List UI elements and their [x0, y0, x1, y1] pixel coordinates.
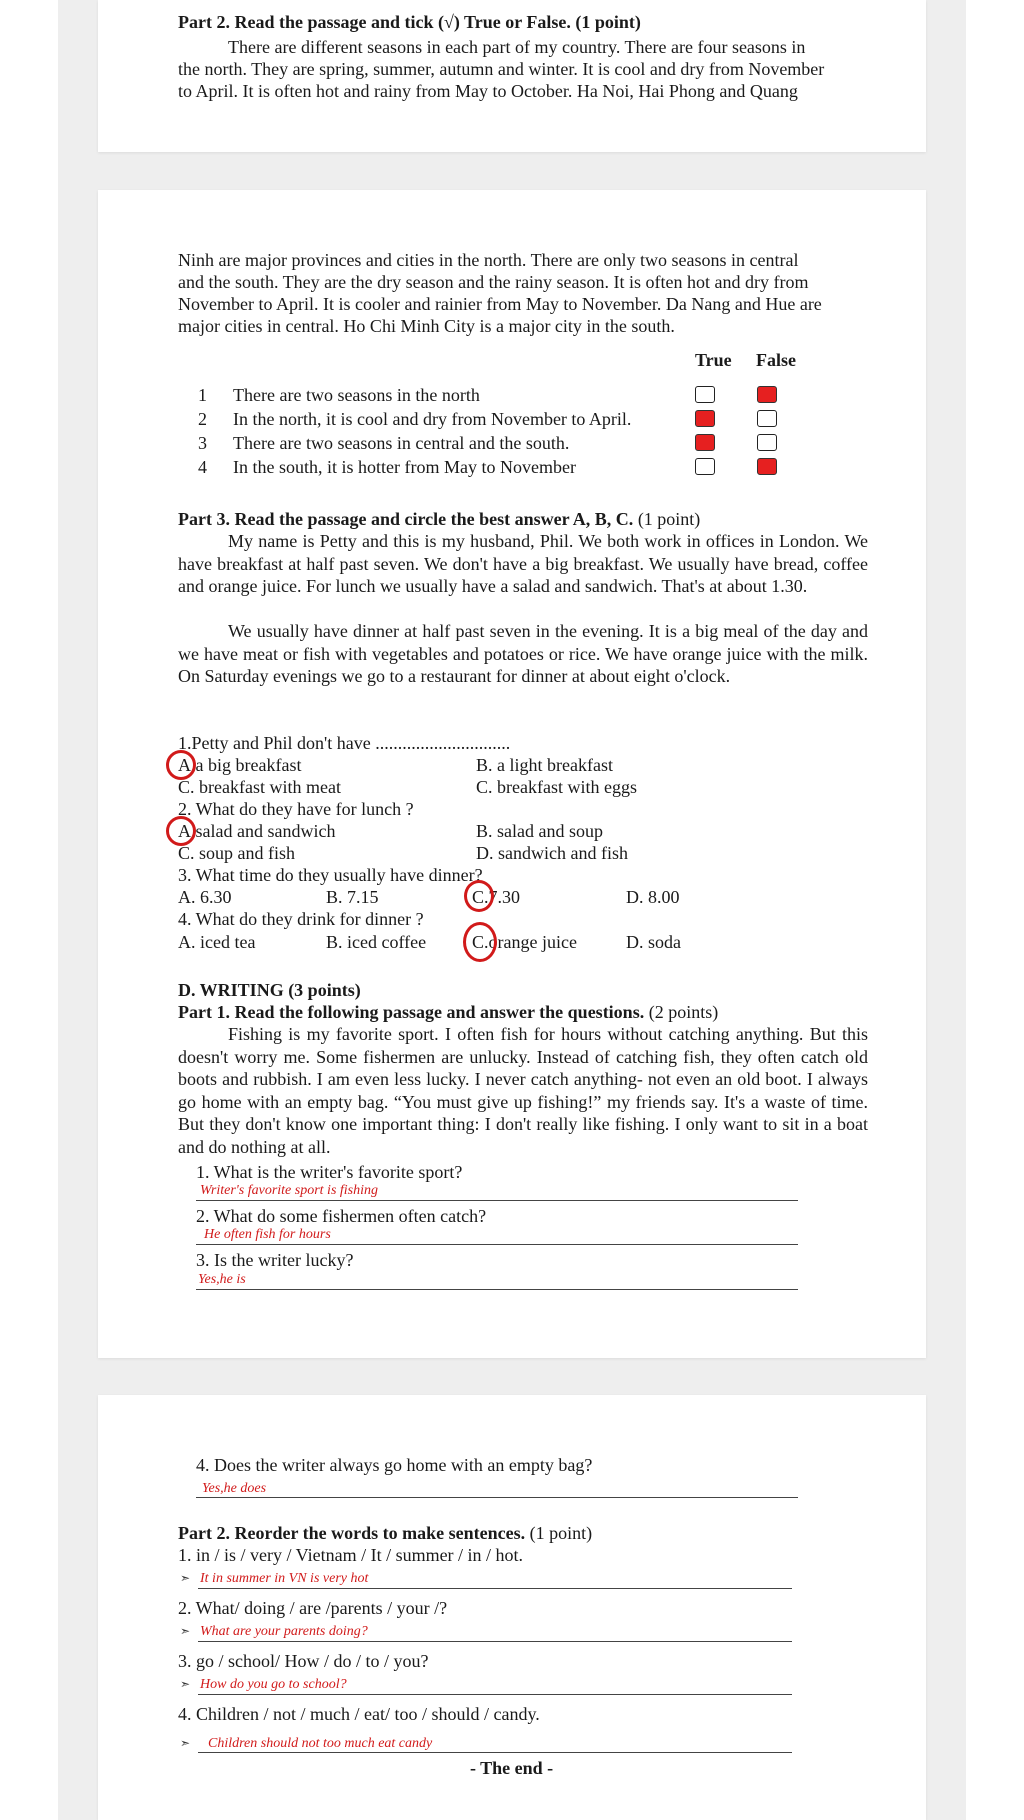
handwritten-answer[interactable]: Yes,he is: [198, 1272, 246, 1287]
tf-item-num: 2: [198, 409, 207, 429]
answer-line: [198, 1588, 792, 1589]
tf-item-num: 1: [198, 385, 207, 405]
question-4-stem: 4. What do they drink for dinner ?: [178, 909, 424, 929]
option-d[interactable]: D. 8.00: [626, 887, 680, 907]
writing-part1-bold: Part 1. Read the following passage and answer the questions.: [178, 1002, 645, 1022]
writing-question-3: 3. Is the writer lucky?: [196, 1250, 354, 1270]
true-checkbox[interactable]: [695, 458, 715, 475]
answer-circle: [463, 922, 497, 962]
question-1-text: 1.Petty and Phil don't have: [178, 733, 371, 753]
part3-heading-points: (1 point): [633, 509, 701, 529]
true-header: True: [695, 350, 732, 370]
writing-passage: [178, 1023, 868, 1158]
false-checkbox[interactable]: [757, 386, 777, 403]
writing-question-1: 1. What is the writer's favorite sport?: [196, 1162, 463, 1182]
answer-line: [198, 1752, 792, 1753]
arrow-bullet-icon: ➣: [180, 1736, 191, 1750]
option-a[interactable]: A. iced tea: [178, 932, 256, 952]
false-checkbox[interactable]: [757, 410, 777, 427]
writing-question-2: 2. What do some fishermen often catch?: [196, 1206, 487, 1226]
reorder-prompt: 3. go / school/ How / do / to / you?: [178, 1651, 429, 1671]
passage-line: the north. They are spring, summer, autumn and winter. It is cool and dry from November: [178, 59, 825, 79]
part3-heading-bold: Part 3. Read the passage and circle the best answer A, B, C.: [178, 509, 634, 529]
answer-line: [196, 1289, 798, 1290]
option-c[interactable]: C. breakfast with meat: [178, 777, 341, 797]
passage-line: and the south. They are the dry season and the rainy season. It is often hot and dry from: [178, 272, 809, 292]
option-b[interactable]: B. salad and soup: [476, 821, 603, 841]
page-3: [98, 1395, 926, 1820]
passage-line: Ninh are major provinces and cities in the north. There are only two seasons in central: [178, 250, 799, 270]
part3-para1-text: My name is Petty and this is my husband, Phil. We both work in offices in London. We have breakfast at half past seven. We don't have a big breakfast. We usually have bread, coffee and orange juice. For lunch we usually have a salad and sandwich. That's at about 1.30.: [178, 531, 868, 596]
answer-dots: ..............................: [375, 733, 511, 753]
handwritten-answer[interactable]: Writer's favorite sport is fishing: [200, 1183, 379, 1198]
answer-circle: [166, 750, 196, 780]
question-3-stem: 3. What time do they usually have dinner?: [178, 865, 483, 885]
true-checkbox[interactable]: [695, 386, 715, 403]
answer-line: [196, 1200, 798, 1201]
option-d[interactable]: D. soda: [626, 932, 681, 952]
option-b[interactable]: B. 7.15: [326, 887, 379, 907]
handwritten-answer[interactable]: He often fish for hours: [204, 1227, 331, 1242]
tf-item-num: 3: [198, 433, 207, 453]
false-header: False: [756, 350, 796, 370]
true-checkbox[interactable]: [695, 434, 715, 451]
reorder-heading-points: (1 point): [525, 1523, 593, 1543]
tf-item-text: There are two seasons in the north: [233, 385, 480, 405]
false-checkbox[interactable]: [757, 434, 777, 451]
passage-line: to April. It is often hot and rainy from May to October. Ha Noi, Hai Phong and Quang: [178, 81, 798, 101]
answer-line: [196, 1497, 798, 1498]
answer-line: [196, 1244, 798, 1245]
question-2-stem: 2. What do they have for lunch ?: [178, 799, 414, 819]
option-c[interactable]: C.orange juice: [472, 932, 577, 952]
part3-paragraph-2: [178, 620, 868, 688]
handwritten-answer[interactable]: Yes,he does: [202, 1481, 267, 1496]
reorder-prompt: 2. What/ doing / are /parents / your /?: [178, 1598, 448, 1618]
the-end: - The end -: [470, 1758, 554, 1778]
tf-item-text: There are two seasons in central and the south.: [233, 433, 570, 453]
handwritten-answer[interactable]: How do you go to school?: [200, 1677, 347, 1692]
option-b[interactable]: B. a light breakfast: [476, 755, 613, 775]
handwritten-answer[interactable]: What are your parents doing?: [200, 1624, 368, 1639]
answer-line: [198, 1694, 792, 1695]
question-1-stem: [178, 732, 510, 754]
writing-question-4: 4. Does the writer always go home with an empty bag?: [196, 1455, 593, 1475]
reorder-heading-bold: Part 2. Reorder the words to make sentences.: [178, 1523, 526, 1543]
option-c-alt[interactable]: C. breakfast with eggs: [476, 777, 637, 797]
answer-circle: [464, 880, 494, 912]
option-a[interactable]: A. 6.30: [178, 887, 232, 907]
reorder-prompt: 1. in / is / very / Vietnam / It / summer / in / hot.: [178, 1545, 524, 1565]
tf-item-text: In the north, it is cool and dry from November to April.: [233, 409, 632, 429]
handwritten-answer[interactable]: It in summer in VN is very hot: [200, 1571, 369, 1586]
option-a[interactable]: A.a big breakfast: [178, 755, 302, 775]
tf-item-num: 4: [198, 457, 207, 477]
reorder-prompt: 4. Children / not / much / eat/ too / should / candy.: [178, 1704, 540, 1724]
part2-heading: Part 2. Read the passage and tick (√) True or False. (1 point): [178, 12, 641, 32]
writing-part1-points: (2 points): [644, 1002, 719, 1022]
page-2: [98, 190, 926, 1358]
passage-line: November to April. It is cooler and rainier from May to November. Da Nang and Hue are: [178, 294, 822, 314]
option-c[interactable]: C. soup and fish: [178, 843, 295, 863]
answer-circle: [166, 816, 196, 846]
true-checkbox[interactable]: [695, 410, 715, 427]
part3-para2-text: We usually have dinner at half past seven in the evening. It is a big meal of the day and we have meat or fish with vegetables and potatoes or rice. We have orange juice with the milk. On Saturday evenings we go to a restaurant for dinner at about eight o'clock.: [178, 621, 868, 686]
reorder-heading: [178, 1522, 592, 1544]
part3-paragraph-1: [178, 530, 868, 598]
writing-passage-text: Fishing is my favorite sport. I often fish for hours without catching anything. But this doesn't worry me. Some fishermen are unlucky. Instead of catching fish, they often catch old boots and rubbish. I am even less lucky. I never catch anything- not even an old boot. I always go home with an empty bag. “You must give up fishing!” my friends say. It's a waste of time. But they don't know one important thing: I don't really like fishing. I only want to sit in a boat and do nothing at all.: [178, 1024, 868, 1157]
document-viewer[interactable]: [58, 0, 966, 1820]
part3-heading: [178, 508, 700, 530]
option-b[interactable]: B. iced coffee: [326, 932, 427, 952]
writing-part1-heading: [178, 1001, 718, 1023]
tf-item-text: In the south, it is hotter from May to November: [233, 457, 576, 477]
arrow-bullet-icon: ➣: [180, 1571, 191, 1585]
page-1: [98, 0, 926, 152]
writing-title: D. WRITING (3 points): [178, 980, 361, 1000]
passage-line: major cities in central. Ho Chi Minh City is a major city in the south.: [178, 316, 675, 336]
passage-line: There are different seasons in each part of my country. There are four seasons in: [228, 37, 806, 57]
option-a[interactable]: A.salad and sandwich: [178, 821, 336, 841]
arrow-bullet-icon: ➣: [180, 1677, 191, 1691]
option-d[interactable]: D. sandwich and fish: [476, 843, 628, 863]
option-c[interactable]: C.7.30: [472, 887, 521, 907]
handwritten-answer[interactable]: Children should not too much eat candy: [208, 1736, 433, 1751]
arrow-bullet-icon: ➣: [180, 1624, 191, 1638]
false-checkbox[interactable]: [757, 458, 777, 475]
answer-line: [198, 1641, 792, 1642]
